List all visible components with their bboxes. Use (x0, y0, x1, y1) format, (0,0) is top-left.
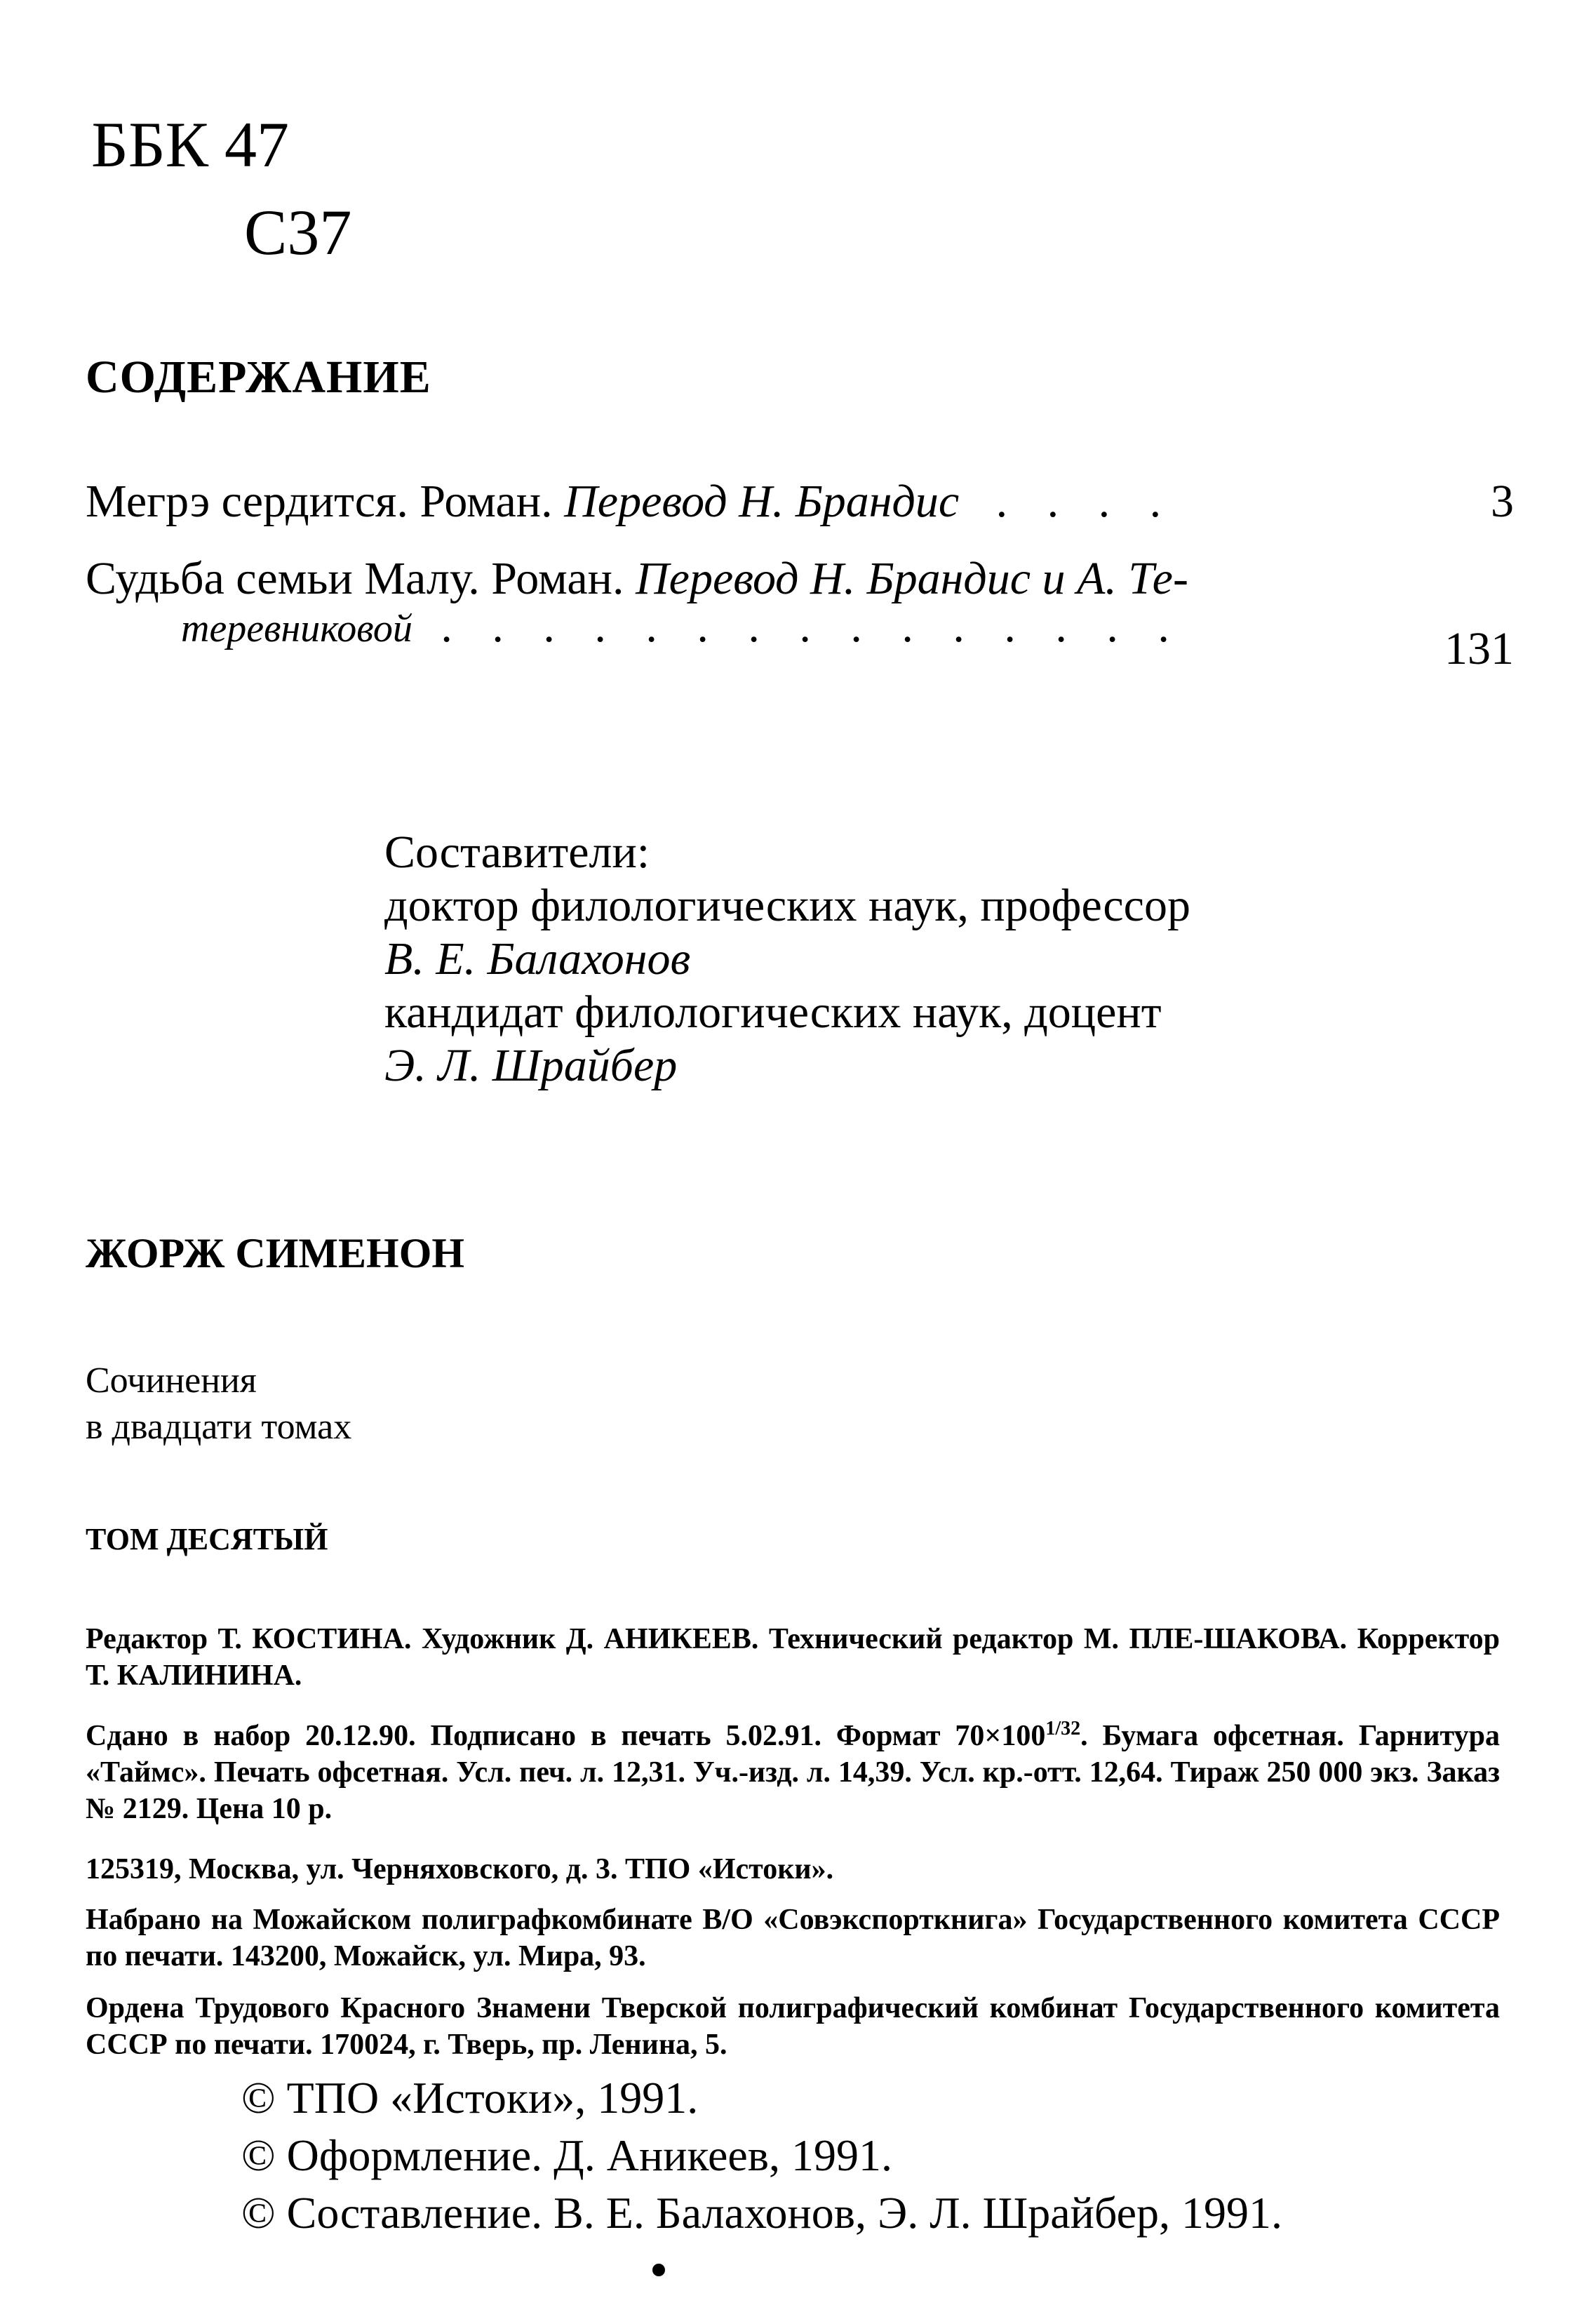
copyright-compilation: © Составление. В. Е. Балахонов, Э. Л. Шрайбер, 1991. (241, 2188, 1282, 2238)
imprint-typeset: Набрано на Можайском полиграфкомбинате В/О «Совэкспорткнига» Государственного комитета СССР по печати. 143200, Можайск, ул. Мира, 93. (86, 1904, 1500, 1972)
toc-leader-dots: . . . . (995, 476, 1176, 527)
author-sign: С37 (244, 196, 352, 268)
copyright-publisher: © ТПО «Истоки», 1991. (241, 2073, 699, 2123)
toc-page-number: 3 (1491, 476, 1514, 527)
series-subtitle: в двадцати томах (86, 1407, 352, 1447)
toc-entry-translator-cont: теревниковой (181, 607, 412, 650)
toc-entry-translator: Перевод Н. Брандис и А. Те- (635, 553, 1188, 604)
production-text: Сдано в набор 20.12.90. Подписано в печать 5.02.91. Формат 70×100 (86, 1720, 1046, 1752)
toc-entry-2 (86, 553, 1188, 604)
imprint-printed: Ордена Трудового Красного Знамени Тверской полиграфический комбинат Государственного комитета СССР по печати. 170024, г. Тверь, пр. Ленина, 5. (86, 1992, 1500, 2061)
format-fraction: 1/32 (1045, 1718, 1081, 1739)
compilers-label: Составители: (384, 827, 650, 878)
compiler-degree-1: доктор филологических наук, профессор (384, 880, 1190, 931)
imprint-publisher-address: 125319, Москва, ул. Черняховского, д. 3. ТПО «Истоки». (86, 1853, 834, 1885)
bullet-mark (652, 2264, 665, 2276)
compiler-name-2: Э. Л. Шрайбер (384, 1040, 678, 1091)
bbk-code: ББК 47 (91, 109, 290, 180)
toc-entry-1 (86, 476, 1176, 527)
toc-entry-title: Судьба семьи Малу. Роман. (86, 553, 624, 604)
toc-entry-translator: Перевод Н. Брандис (564, 476, 960, 527)
volume-number: ТОМ ДЕСЯТЫЙ (86, 1522, 328, 1556)
author-name: ЖОРЖ СИМЕНОН (86, 1230, 465, 1276)
copyright-design: © Оформление. Д. Аникеев, 1991. (241, 2130, 892, 2180)
toc-entry-title: Мегрэ сердится. Роман. (86, 476, 553, 527)
imprint-production (86, 1718, 1500, 1827)
production-text-cont: . Бумага офсетная. Гарнитура «Таймс». Печать офсетная. Усл. печ. л. 12,31. Уч.-изд. л. 14,39. Усл. кр.-отт. 12,64. Тираж 250 000 экз. Заказ № 2129. Цена 10 р. (86, 1720, 1500, 1825)
toc-page-number: 131 (1444, 623, 1514, 674)
compiler-name-1: В. Е. Балахонов (384, 933, 691, 984)
contents-heading: СОДЕРЖАНИЕ (86, 352, 431, 403)
toc-entry-2-continuation (181, 603, 1183, 650)
imprint-staff: Редактор Т. КОСТИНА. Художник Д. АНИКЕЕВ. Технический редактор М. ПЛЕ-ШАКОВА. Корректор Т. КАЛИНИНА. (86, 1623, 1500, 1692)
series-title: Сочинения (86, 1361, 257, 1401)
toc-leader-dots: . . . . . . . . . . . . . . . (441, 601, 1183, 652)
compiler-degree-2: кандидат филологических наук, доцент (384, 987, 1162, 1038)
